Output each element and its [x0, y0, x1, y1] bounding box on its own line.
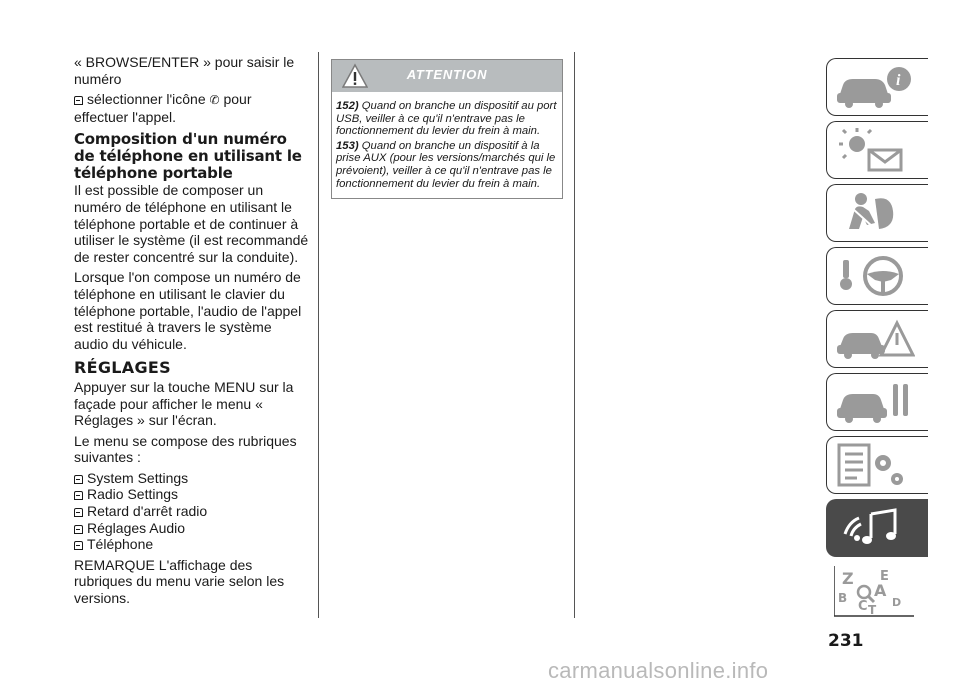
warning-lights-icon [835, 126, 915, 174]
multimedia-icon [835, 504, 915, 552]
index-letter: B [838, 591, 848, 605]
column-divider [318, 52, 319, 618]
attention-body [332, 92, 562, 198]
section-title-reglages: RÉGLAGES [74, 358, 171, 378]
index-letter: E [880, 569, 889, 584]
list-item: Radio Settings [74, 486, 309, 503]
paragraph: Le menu se compose des rubriques suivantes : [74, 432, 297, 466]
section-title-composition: Composition d'un numéro de téléphone en utilisant le téléphone portable [74, 130, 302, 183]
index-letter: C [858, 599, 868, 614]
bullet-icon [74, 508, 83, 517]
list-item: Téléphone [74, 536, 309, 553]
attention-box [331, 59, 563, 199]
menu-list [74, 470, 309, 553]
attention-title: ATTENTION [406, 67, 488, 82]
paragraph: Appuyer sur la touche MENU sur la façade pour afficher le menu « Réglages » sur l'écran. [74, 378, 294, 429]
watermark: carmanualsonline.info [548, 658, 769, 683]
tab-car-maintenance[interactable] [826, 373, 928, 431]
column-divider [574, 52, 575, 618]
bullet-icon [74, 491, 83, 500]
bullet-icon [74, 525, 83, 534]
list-item: Retard d'arrêt radio [74, 503, 309, 520]
car-emergency-icon [835, 315, 915, 363]
attention-note: 152) Quand on branche un dispositif au port USB, veiller à ce qu'il n'entrave pas le fonctionnement du levier du frein à main. [336, 100, 557, 138]
page-number: 231 [828, 631, 864, 651]
tab-technical-data[interactable] [826, 436, 928, 494]
remark: REMARQUE L'affichage des rubriques du menu varie selon les versions. [74, 556, 285, 607]
steering-key-icon [835, 252, 915, 300]
bullet-icon [74, 96, 83, 105]
tab-car-emergency[interactable] [826, 310, 928, 368]
intro-bullet: sélectionner l'icône ✆ pour effectuer l'appel. [74, 91, 252, 125]
attention-header [332, 60, 562, 92]
index-letter: A [874, 581, 887, 600]
list-item: System Settings [74, 470, 309, 487]
bullet-icon [74, 475, 83, 484]
tab-multimedia[interactable] [826, 499, 928, 557]
index-letter: T [868, 603, 877, 617]
paragraph: Lorsque l'on compose un numéro de téléphone en utilisant le clavier du téléphone portable, l'audio de l'appel est restitué à travers le système audio du véhicule. [74, 269, 302, 352]
intro-line: « BROWSE/ENTER » pour saisir le numéro [74, 54, 295, 87]
tab-steering-key[interactable] [826, 247, 928, 305]
index-letter: Z [842, 569, 854, 588]
index-letter: D [892, 596, 902, 609]
alphabetical-index-icon [834, 566, 914, 618]
tab-seat-safety[interactable] [826, 184, 928, 242]
tab-warning-lights[interactable] [826, 121, 928, 179]
tab-alphabetical-index[interactable] [826, 562, 928, 620]
paragraph: Il est possible de composer un numéro de téléphone en utilisant le téléphone portable et de continuer à utiliser le système (il est recommandé de rester concentré sur la conduite). [74, 182, 309, 265]
main-text-column [74, 54, 309, 611]
car-maintenance-icon [835, 378, 915, 426]
bullet-icon [74, 541, 83, 550]
tab-car-info[interactable] [826, 58, 928, 116]
attention-note: 153) Quand on branche un dispositif à la prise AUX (pour les versions/marchés qui le prévoient), veiller à ce qu'il n'entrave pas le fonctionnement du levier du frein à main. [336, 139, 556, 190]
technical-data-icon [835, 441, 915, 489]
phone-icon: ✆ [209, 93, 220, 108]
seat-safety-icon [835, 189, 915, 237]
car-info-icon [835, 63, 915, 111]
svg-text:i: i [896, 72, 901, 89]
list-item: Réglages Audio [74, 520, 309, 537]
